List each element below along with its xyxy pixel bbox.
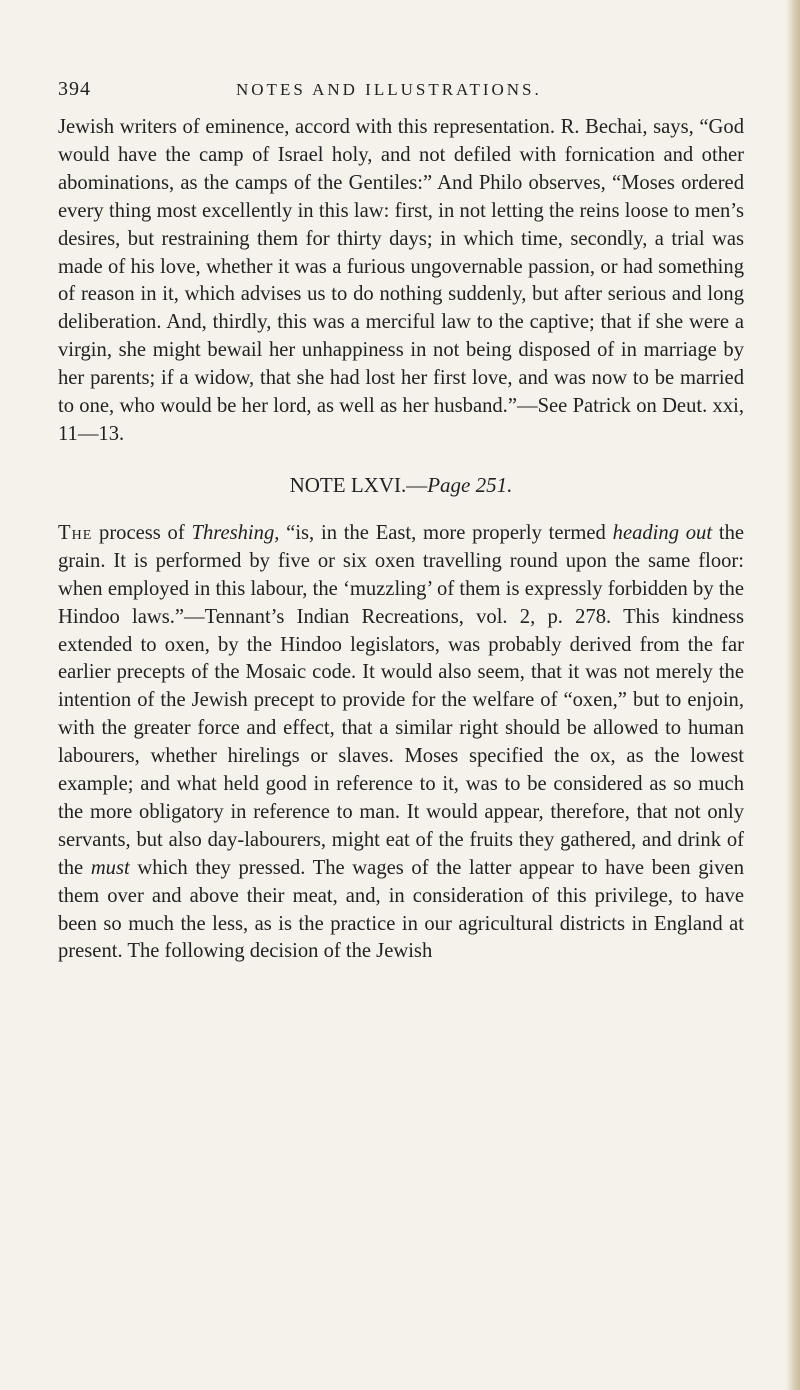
paragraph-note-body xyxy=(58,520,744,967)
paragraph-initial-word: The xyxy=(58,521,93,544)
running-head xyxy=(58,70,744,110)
page-number: 394 xyxy=(58,78,91,100)
note-page-reference: Page 251. xyxy=(427,472,513,497)
italic-term-heading-out: heading out xyxy=(612,521,713,544)
page-edge-shadow xyxy=(786,0,800,1390)
text-segment: process of xyxy=(92,521,192,544)
paragraph-continuation: Jewish writers of eminence, accord with this representation. R. Bechai, says, “God would have the camp of Israel holy, and not defiled with fornication and other abominations, as the camps of the Gentiles:” And Philo observes, “Moses ordered every thing most excellently in this law: first, in not letting the reins loose to men’s desires, but restraining them for thirty days; in which time, secondly, a trial was made of his love, whether it was a furious ungovernable passion, or had something of reason in it, which advises us to do nothing suddenly, but after serious and long deliberation. And, thirdly, this was a merciful law to the captive; that if she were a virgin, she might bewail her unhappiness in not being disposed of in marriage by her parents; if a widow, that she had lost her first love, and was now to be married to one, who would be her lord, as well as her husband.”—See Patrick on Deut. xxi, 11—13. xyxy=(58,116,744,445)
text-segment: which they pressed. The wages of the latter appear to have been given them over and above their meat, and, in consideration of this privilege, to have been so much the less, as is the practice in our agricultural districts in England at present. The following decision of the Jewish xyxy=(58,856,744,963)
book-page xyxy=(58,70,744,966)
text-segment: “is, in the East, more properly termed xyxy=(279,521,613,544)
running-title: NOTES AND ILLUSTRATIONS. xyxy=(236,80,542,99)
italic-term-must: must xyxy=(90,856,130,879)
note-heading xyxy=(58,473,744,498)
note-label: NOTE LXVI.— xyxy=(289,472,428,497)
italic-term-threshing: Threshing, xyxy=(191,521,280,544)
text-segment: the grain. It is performed by five or six oxen travelling round upon the same floor: when employed in this labour, the ‘muzzling’ of them is expressly forbidden by the Hindoo laws.”—Tennant’s Indian Recreations, vol. 2, p. 278. This kindness extended to oxen, by the Hindoo legislators, was probably derived from the far earlier precepts of the Mosaic code. It would also seem, that it was not merely the intention of the Jewish precept to provide for the welfare of “oxen,” but to enjoin, with the greater force and effect, that a similar right should be allowed to human labourers, whether hirelings or slaves. Moses specified the ox, as the lowest example; and what held good in reference to it, was to be considered as so much the more obligatory in reference to man. It would appear, therefore, that not only servants, but also day-labourers, might eat of the fruits they gathered, and drink of the xyxy=(58,521,745,879)
